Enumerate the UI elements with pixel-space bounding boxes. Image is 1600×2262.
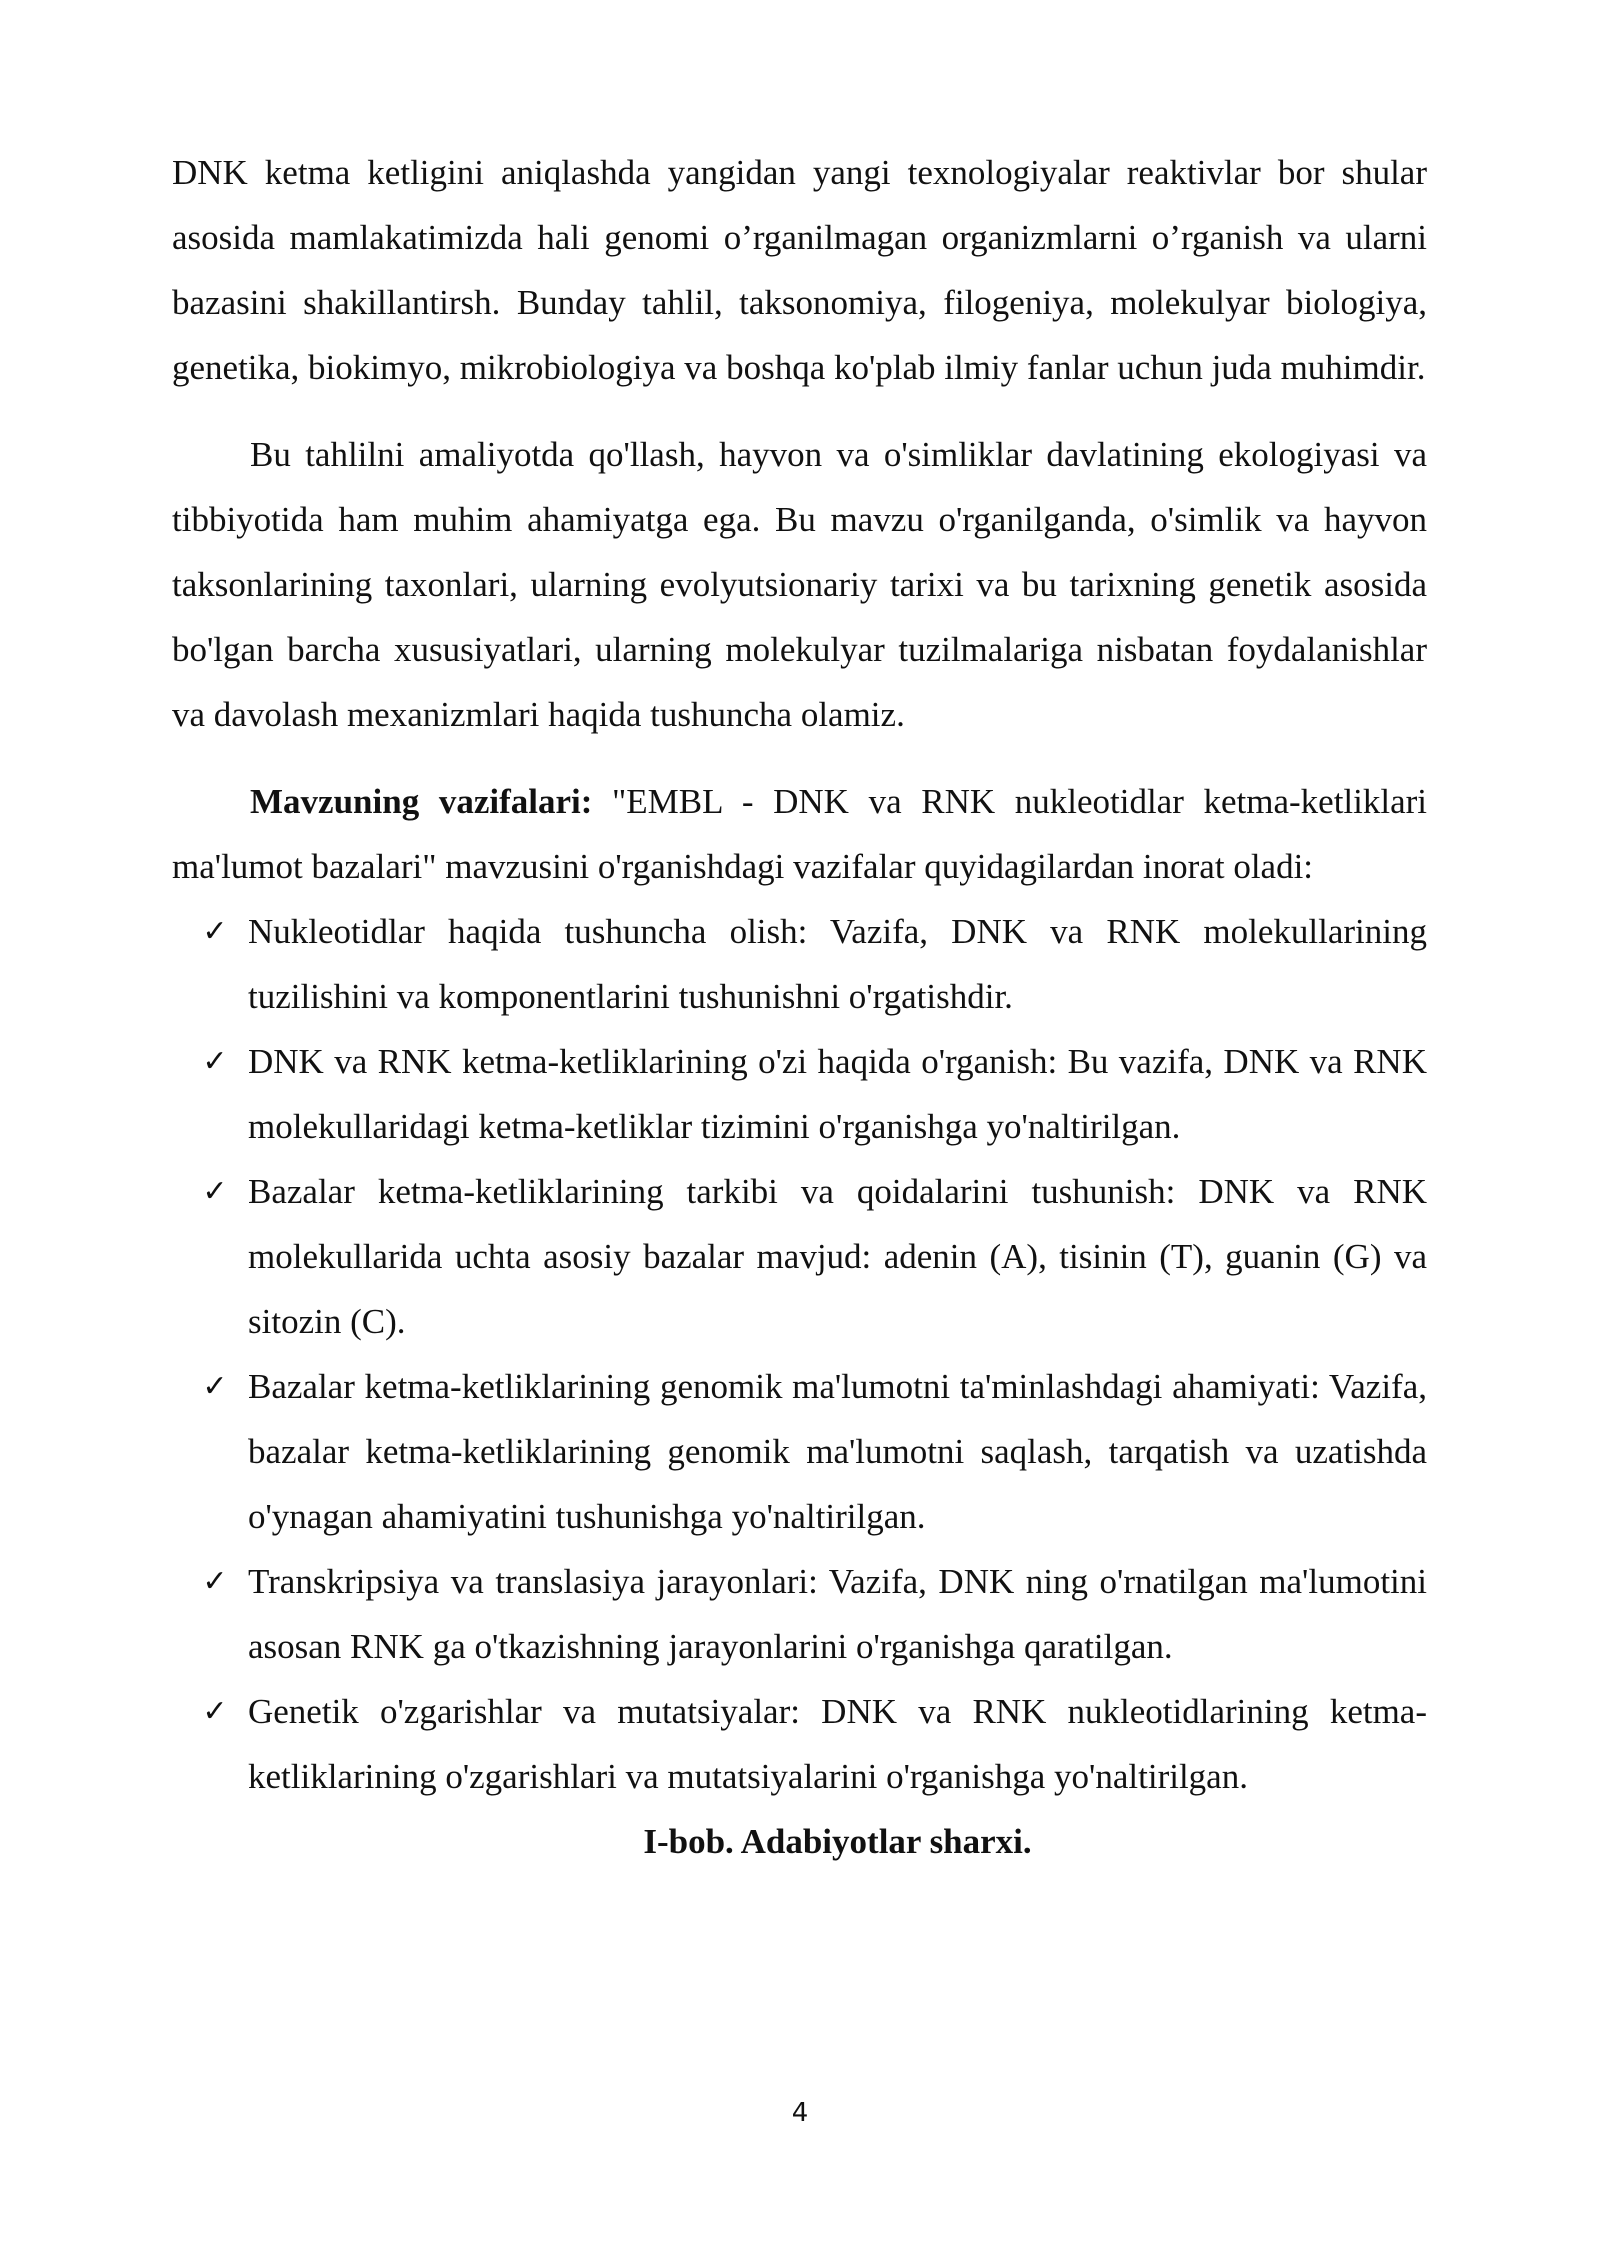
list-item [172, 1159, 1427, 1354]
document-page [172, 140, 1427, 1874]
check-icon: ✓ [202, 1044, 228, 1079]
check-icon: ✓ [202, 914, 228, 949]
list-item-text: Genetik o'zgarishlar va mutatsiyalar: DNK va RNK nukleotidlarining ketma-ketliklarining o'zgarishlari va mutatsiyalarini o'rganishga yo'naltirilgan. [248, 1692, 1427, 1796]
list-item [172, 1354, 1427, 1549]
paragraph-intro: DNK ketma ketligini aniqlashda yangidan yangi texnologiyalar reaktivlar bor shular asosida mamlakatimizda hali genomi o’rganilmagan organizmlarni o’rganish va ularni bazasini shakillantirsh. Bunday tahlil, taksonomiya, filogeniya, molekulyar biologiya, genetika, biokimyo, mikrobiologiya va boshqa ko'plab ilmiy fanlar uchun juda muhimdir. [172, 153, 1427, 387]
paragraph-tasks-lead [172, 769, 1427, 899]
check-icon: ✓ [202, 1694, 228, 1729]
tasks-lead-heading: Mavzuning vazifalari: [250, 782, 593, 821]
list-item-text: Bazalar ketma-ketliklarining tarkibi va qoidalarini tushunish: DNK va RNK molekullarida uchta asosiy bazalar mavjud: adenin (A), tisinin (T), guanin (G) va sitozin (C). [248, 1172, 1427, 1341]
tasks-lead-text: "EMBL - DNK va RNK nukleotidlar ketma-ketliklari ma'lumot bazalari" mavzusini o'rganishdagi vazifalar quyidagilardan inorat oladi: [172, 782, 1428, 886]
list-item [172, 1679, 1427, 1809]
paragraph-application: Bu tahlilni amaliyotda qo'llash, hayvon va o'simliklar davlatining ekologiyasi va tibbiyotida ham muhim ahamiyatga ega. Bu mavzu o'rganilganda, o'simlik va hayvon taksonlarining taxonlari, ularning evolyutsionariy tarixi va bu tarixning genetik asosida bo'lgan barcha xususiyatlari, ularning molekulyar tuzilmalariga nisbatan foydalanishlar va davolash mexanizmlari haqida tushuncha olamiz. [172, 435, 1427, 734]
check-icon: ✓ [202, 1564, 228, 1599]
list-item-text: Transkripsiya va translasiya jarayonlari: Vazifa, DNK ning o'rnatilgan ma'lumotini asosan RNK ga o'tkazishning jarayonlarini o'rganishga qaratilgan. [248, 1562, 1427, 1666]
list-item [172, 1029, 1427, 1159]
check-icon: ✓ [202, 1174, 228, 1209]
page-number: 4 [791, 2098, 809, 2128]
task-list [172, 899, 1427, 1809]
list-item [172, 899, 1427, 1029]
list-item [172, 1549, 1427, 1679]
list-item-text: Nukleotidlar haqida tushuncha olish: Vazifa, DNK va RNK molekullarining tuzilishini va komponentlarini tushunishni o'rgatishdir. [248, 912, 1427, 1016]
list-item-text: DNK va RNK ketma-ketliklarining o'zi haqida o'rganish: Bu vazifa, DNK va RNK molekullaridagi ketma-ketliklar tizimini o'rganishga yo'naltirilgan. [248, 1042, 1427, 1146]
list-item-text: Bazalar ketma-ketliklarining genomik ma'lumotni ta'minlashdagi ahamiyati: Vazifa, bazalar ketma-ketliklarining genomik ma'lumotni saqlash, tarqatish va uzatishda o'ynagan ahamiyatini tushunishga yo'naltirilgan. [248, 1367, 1427, 1536]
section-heading: I-bob. Adabiyotlar sharxi. [643, 1822, 1032, 1861]
check-icon: ✓ [202, 1369, 228, 1404]
